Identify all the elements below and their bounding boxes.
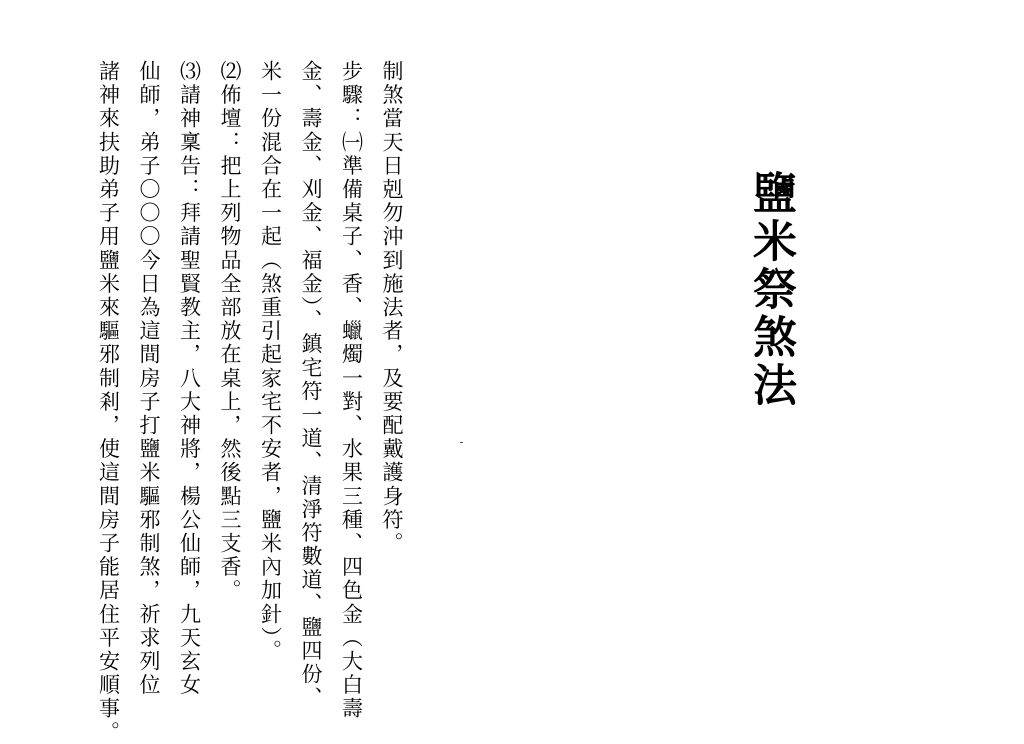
text-line: 制煞當天日剋勿沖到施法者，及要配戴護身符。 xyxy=(380,60,404,556)
text-line: 步驟：㈠準備桌子、香、蠟燭一對、水果三種、四色金（大白壽 xyxy=(339,60,364,721)
text-line: ⑵佈壇：把上列物品全部放在桌上，然後點三支香。 xyxy=(218,60,242,603)
text-line: 金、壽金、刈金、福金）、鎮宅符一道、清淨符數道、鹽四份、 xyxy=(299,60,323,711)
text-line: 諸神來扶助弟子用鹽米來驅邪制剎，使這間房子能居住平安順事。 xyxy=(96,60,121,744)
scan-speck xyxy=(460,442,463,443)
body-text xyxy=(88,60,412,744)
text-line: 仙師，弟子〇〇〇今日為這間房子打鹽米驅邪制煞，祈求列位 xyxy=(137,60,161,698)
text-line: ⑶請神稟告：拜請聖賢教主，八大神將，楊公仙師，九天玄女 xyxy=(177,60,202,698)
document-title: 鹽米祭煞法 xyxy=(745,170,796,410)
text-line: 米一份混合在一起（煞重引起家宅不安者，鹽米內加針）。 xyxy=(258,60,283,664)
